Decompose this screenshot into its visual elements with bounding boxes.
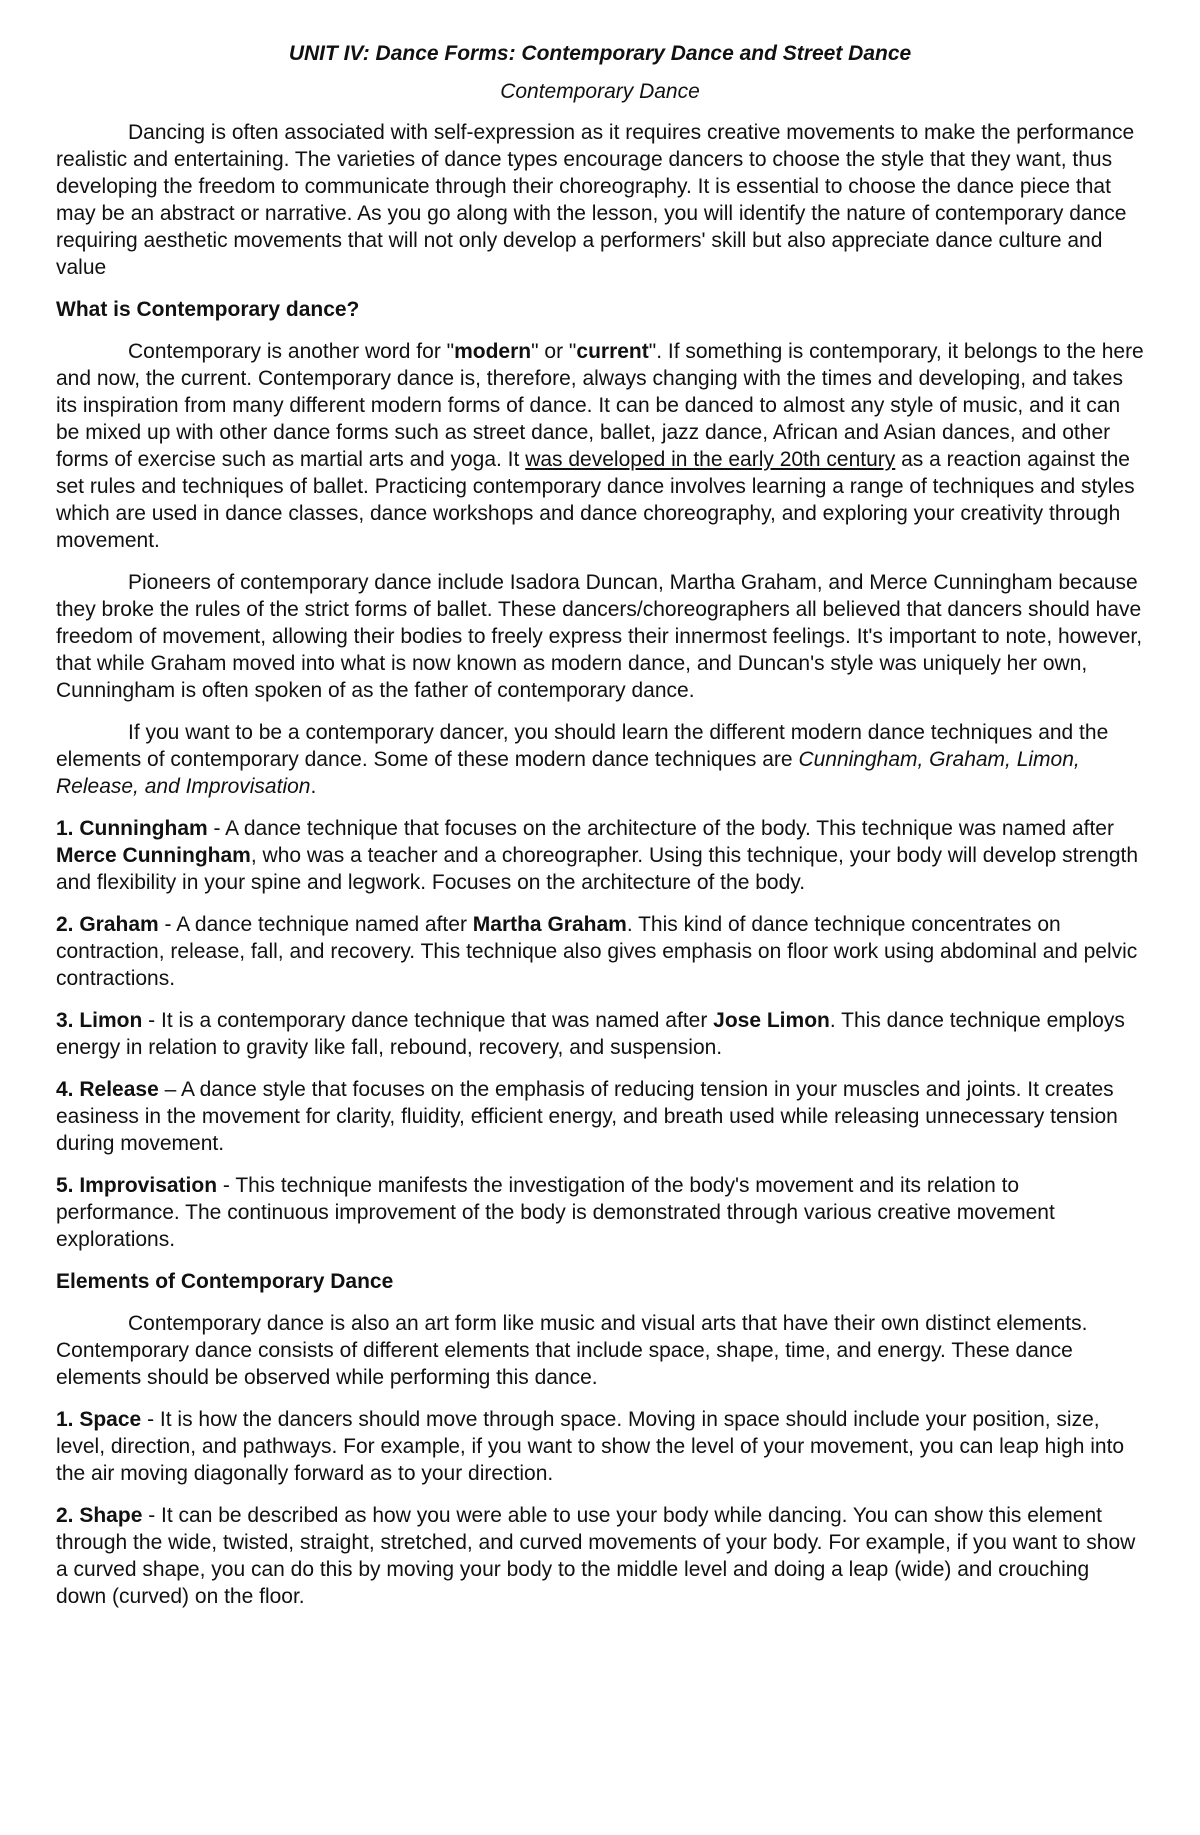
technique-text: - It is a contemporary dance technique that was named after [142, 1009, 714, 1032]
technique-text: - A dance technique named after [158, 913, 473, 936]
elements-heading: Elements of Contemporary Dance [56, 1270, 394, 1293]
technique-text: . This kind of dance technique concentrates on contraction, release, fall, and recovery. This technique also gives emphasis on floor work using abdominal and pelvic contractions. [56, 913, 1138, 990]
definition-text-g: as a reaction against the set rules and techniques of ballet. Practicing contemporary dance involves learning a range of techniques and styles which are used in dance classes, dance workshops and dance choreography, and exploring your creativity through movement. [56, 448, 1135, 552]
term-modern: modern [454, 340, 532, 363]
element-item [56, 1502, 1144, 1610]
technique-item [56, 1172, 1144, 1253]
technique-term: 1. Cunningham [56, 817, 208, 840]
technique-term: 3. Limon [56, 1009, 143, 1032]
page-subtitle: Contemporary Dance [500, 80, 700, 103]
technique-item [56, 911, 1144, 992]
definition-text-c: " or " [531, 340, 577, 363]
elements-intro-paragraph: Contemporary dance is also an art form like music and visual arts that have their own distinct elements. Contemporary dance consists of different elements that include space, shape, time, and energy. These dance elements should be observed while performing this dance. [56, 1312, 1088, 1389]
intro-paragraph: Dancing is often associated with self-expression as it requires creative movements to make the performance realistic and entertaining. The varieties of dance types encourage dancers to choose the style that they want, thus developing the freedom to communicate through their choreography. It is essential to choose the dance piece that may be an abstract or narrative. As you go along with the lesson, you will identify the nature of contemporary dance requiring aesthetic movements that will not only develop a performers' skill but also appreciate dance culture and value [56, 121, 1135, 279]
technique-text: , who was a teacher and a choreographer. Using this technique, your body will develop strength and flexibility in your spine and legwork. Focuses on the architecture of the body. [56, 844, 1139, 894]
page-title: UNIT IV: Dance Forms: Contemporary Dance and Street Dance [288, 42, 912, 65]
technique-term: 5. Improvisation [56, 1174, 218, 1197]
technique-item [56, 815, 1144, 896]
technique-namesake: Merce Cunningham [56, 844, 251, 867]
technique-text: - This technique manifests the investigation of the body's movement and its relation to performance. The continuous improvement of the body is demonstrated through various creative movement explorations. [56, 1174, 1055, 1251]
technique-text: – A dance style that focuses on the emphasis of reducing tension in your muscles and joints. It creates easiness in the movement for clarity, fluidity, efficient energy, and breath used while releasing unnecessary tension during movement. [56, 1078, 1118, 1155]
definition-paragraph [56, 338, 1144, 554]
techniques-intro-end: . [310, 775, 317, 798]
definition-text-e: ". If something is contemporary, it belongs to the here and now, the current. Contemporary dance is, therefore, always changing with the times and developing, and takes its inspiration from many different modern forms of dance. It can be danced to almost any style of music, and it can be mixed up with other dance forms such as street dance, ballet, jazz dance, African and Asian dances, and other forms of exercise such as martial arts and yoga. It [56, 340, 1144, 471]
definition-text-a: Contemporary is another word for " [128, 340, 455, 363]
what-is-heading: What is Contemporary dance? [56, 298, 360, 321]
pioneers-paragraph: Pioneers of contemporary dance include Isadora Duncan, Martha Graham, and Merce Cunningham because they broke the rules of the strict forms of ballet. These dancers/choreographers all believed that dancers should have freedom of movement, allowing their bodies to freely express their innermost feelings. It's important to note, however, that while Graham moved into what is now known as modern dance, and Duncan's style was uniquely her own, Cunningham is often spoken of as the father of contemporary dance. [56, 571, 1143, 702]
technique-item [56, 1076, 1144, 1157]
element-term: 2. Shape [56, 1504, 143, 1527]
technique-namesake: Martha Graham [472, 913, 627, 936]
technique-term: 2. Graham [56, 913, 159, 936]
element-text: - It is how the dancers should move through space. Moving in space should include your position, size, level, direction, and pathways. For example, if you want to show the level of your movement, you can leap high into the air moving diagonally forward as to your direction. [56, 1408, 1125, 1485]
element-term: 1. Space [56, 1408, 142, 1431]
term-current: current [576, 340, 649, 363]
technique-namesake: Jose Limon [713, 1009, 830, 1032]
techniques-list-italic: Cunningham, Graham, Limon, Release, and Improvisation [56, 748, 1080, 798]
underlined-history: was developed in the early 20th century [525, 448, 896, 471]
techniques-intro-paragraph [56, 719, 1144, 800]
technique-term: 4. Release [56, 1078, 159, 1101]
technique-text: - A dance technique that focuses on the architecture of the body. This technique was named after [207, 817, 1114, 840]
technique-item [56, 1007, 1144, 1061]
element-item [56, 1406, 1144, 1487]
element-text: - It can be described as how you were able to use your body while dancing. You can show this element through the wide, twisted, straight, stretched, and curved movements of your body. For example, if you want to show a curved shape, you can do this by moving your body to the middle level and doing a leap (wide) and crouching down (curved) on the floor. [56, 1504, 1136, 1608]
technique-text: . This dance technique employs energy in relation to gravity like fall, rebound, recovery, and suspension. [56, 1009, 1125, 1059]
techniques-intro-text: If you want to be a contemporary dancer, you should learn the different modern dance techniques and the elements of contemporary dance. Some of these modern dance techniques are [56, 721, 1109, 771]
